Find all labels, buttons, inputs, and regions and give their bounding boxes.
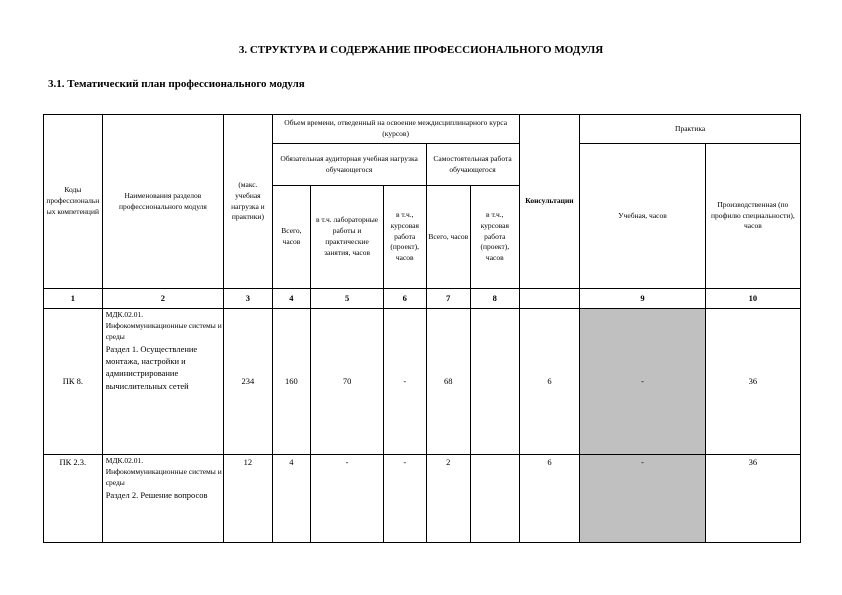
header-total-hours: Всего, часов: [272, 186, 310, 289]
col-number: 10: [705, 289, 800, 309]
header-sections: Наименования разделов профессионального модуля: [102, 115, 223, 289]
col-number: 5: [311, 289, 384, 309]
header-total-hours-independent: Всего, часов: [426, 186, 471, 289]
section-label: Раздел 1. Осуществление монтажа, настройки и администрирование вычислительных сетей: [105, 343, 198, 391]
header-max-load: (макс. учебная нагрузка и практики): [224, 115, 273, 289]
independent-total-value: 2: [426, 455, 471, 543]
course-name: МДК.02.01. Инфокоммуникационные системы и среды: [105, 310, 222, 341]
header-independent: Самостоятельная работа обучающегося: [426, 144, 519, 186]
max-load-value: 234: [224, 309, 273, 455]
col-number: 9: [580, 289, 705, 309]
total-hours-value: 4: [272, 455, 310, 543]
consult-value: 6: [519, 455, 580, 543]
header-practice: Практика: [580, 115, 801, 144]
table-row: [44, 455, 801, 543]
header-consult: Консультации: [519, 115, 580, 289]
header-volume: Объем времени, отведенный на освоение междисциплинарного курса (курсов): [272, 115, 519, 144]
total-hours-value: 160: [272, 309, 310, 455]
max-load-value: 12: [224, 455, 273, 543]
header-mandatory: Обязательная аудиторная учебная нагрузка обучающегося: [272, 144, 426, 186]
header-course-project-independent: в т.ч., курсовая работа (проект), часов: [471, 186, 520, 289]
course-project-value: -: [384, 455, 427, 543]
table-row: [44, 309, 801, 455]
thematic-plan-table: [43, 114, 801, 543]
header-educational: Учебная, часов: [580, 144, 705, 289]
section-label: Раздел 2. Решение вопросов: [105, 489, 208, 500]
independent-course-value: [471, 455, 520, 543]
educational-practice-value: -: [580, 309, 705, 455]
header-industrial: Производственная (по профилю специальности), часов: [705, 144, 800, 289]
col-number: 8: [471, 289, 520, 309]
course-project-value: -: [384, 309, 427, 455]
header-labs: в т.ч. лабораторные работы и практические занятия, часов: [311, 186, 384, 289]
independent-total-value: 68: [426, 309, 471, 455]
labs-value: 70: [311, 309, 384, 455]
header-codes: Коды профессиональных компетенций: [44, 115, 103, 289]
independent-course-value: [471, 309, 520, 455]
course-name: МДК.02.01. Инфокоммуникационные системы и среды: [105, 456, 222, 487]
col-number: 2: [102, 289, 223, 309]
col-number: 7: [426, 289, 471, 309]
consult-value: 6: [519, 309, 580, 455]
industrial-practice-value: 36: [705, 455, 800, 543]
section-title: 3.1. Тематический план профессионального модуля: [48, 78, 305, 90]
header-row-1: [44, 115, 801, 144]
section-name: [102, 309, 223, 455]
column-numbers-row: [44, 289, 801, 309]
col-number: 4: [272, 289, 310, 309]
col-number: 6: [384, 289, 427, 309]
industrial-practice-value: 36: [705, 309, 800, 455]
educational-practice-value: -: [580, 455, 705, 543]
competence-code: ПК 8.: [44, 309, 103, 455]
labs-value: -: [311, 455, 384, 543]
header-course-project: в т.ч., курсовая работа (проект), часов: [384, 186, 427, 289]
col-number: 3: [224, 289, 273, 309]
col-number: 1: [44, 289, 103, 309]
competence-code: ПК 2.3.: [44, 455, 103, 543]
col-number: [519, 289, 580, 309]
page-title: 3. СТРУКТУРА И СОДЕРЖАНИЕ ПРОФЕССИОНАЛЬНОГО МОДУЛЯ: [238, 44, 604, 56]
section-name: [102, 455, 223, 543]
